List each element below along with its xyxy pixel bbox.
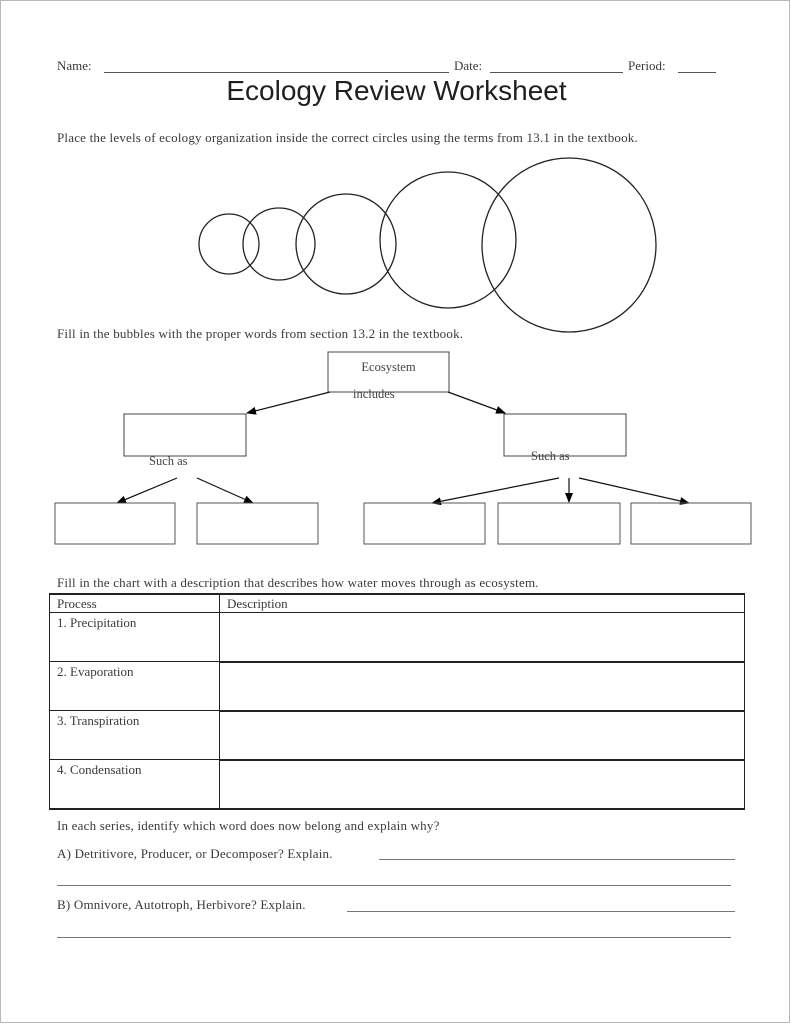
includes-label: includes — [353, 387, 395, 401]
example-box-2[interactable] — [197, 503, 318, 544]
level-circle-5[interactable] — [482, 158, 656, 332]
description-cell[interactable] — [220, 613, 745, 662]
example-box-4[interactable] — [498, 503, 620, 544]
answer-line-b1[interactable] — [347, 911, 735, 912]
process-cell: 1. Precipitation — [50, 613, 220, 662]
page-title: Ecology Review Worksheet — [226, 75, 567, 106]
water-cycle-table — [49, 593, 745, 810]
arrow-root-left — [247, 392, 330, 413]
process-cell: 3. Transpiration — [50, 711, 220, 760]
description-cell[interactable] — [220, 760, 745, 810]
levels-instruction: Place the levels of ecology organization inside the correct circles using the terms from 13.1 in the textbook. — [57, 130, 638, 145]
table-row — [50, 613, 745, 662]
column-header-process: Process — [50, 594, 220, 613]
bubbles-instruction: Fill in the bubbles with the proper words from section 13.2 in the textbook. — [57, 326, 464, 341]
diagram-canvas — [1, 1, 791, 1025]
such-as-right-label: Such as — [531, 449, 570, 463]
level-circle-4[interactable] — [380, 172, 516, 308]
period-label: Period: — [628, 58, 666, 73]
table-row — [50, 760, 745, 810]
ecosystem-label: Ecosystem — [361, 360, 416, 374]
process-cell: 2. Evaporation — [50, 662, 220, 711]
example-box-5[interactable] — [631, 503, 751, 544]
question-a: A) Detritivore, Producer, or Decomposer? Explain. — [57, 846, 333, 861]
process-cell: 4. Condensation — [50, 760, 220, 810]
question-b: B) Omnivore, Autotroph, Herbivore? Explain. — [57, 897, 306, 912]
series-instruction: In each series, identify which word does now belong and explain why? — [57, 818, 440, 833]
chart-instruction: Fill in the chart with a description that describes how water moves through as ecosystem. — [57, 575, 539, 590]
date-label: Date: — [454, 58, 483, 73]
level-circle-2[interactable] — [243, 208, 315, 280]
level-circle-3[interactable] — [296, 194, 396, 294]
category-box-left[interactable] — [124, 414, 246, 456]
table-row — [50, 662, 745, 711]
answer-line-a2[interactable] — [57, 885, 731, 886]
arrow-left-1 — [117, 478, 177, 503]
description-cell[interactable] — [220, 662, 745, 711]
arrow-right-3 — [579, 478, 689, 503]
arrow-root-right — [448, 392, 505, 413]
column-header-description: Description — [220, 594, 745, 613]
answer-line-a1[interactable] — [379, 859, 735, 860]
description-cell[interactable] — [220, 711, 745, 760]
example-box-3[interactable] — [364, 503, 485, 544]
answer-line-b2[interactable] — [57, 937, 731, 938]
such-as-left-label: Such as — [149, 454, 188, 468]
name-label: Name: — [57, 58, 92, 73]
table-row — [50, 711, 745, 760]
arrow-left-2 — [197, 478, 253, 503]
example-box-1[interactable] — [55, 503, 175, 544]
arrow-right-1 — [432, 478, 559, 503]
